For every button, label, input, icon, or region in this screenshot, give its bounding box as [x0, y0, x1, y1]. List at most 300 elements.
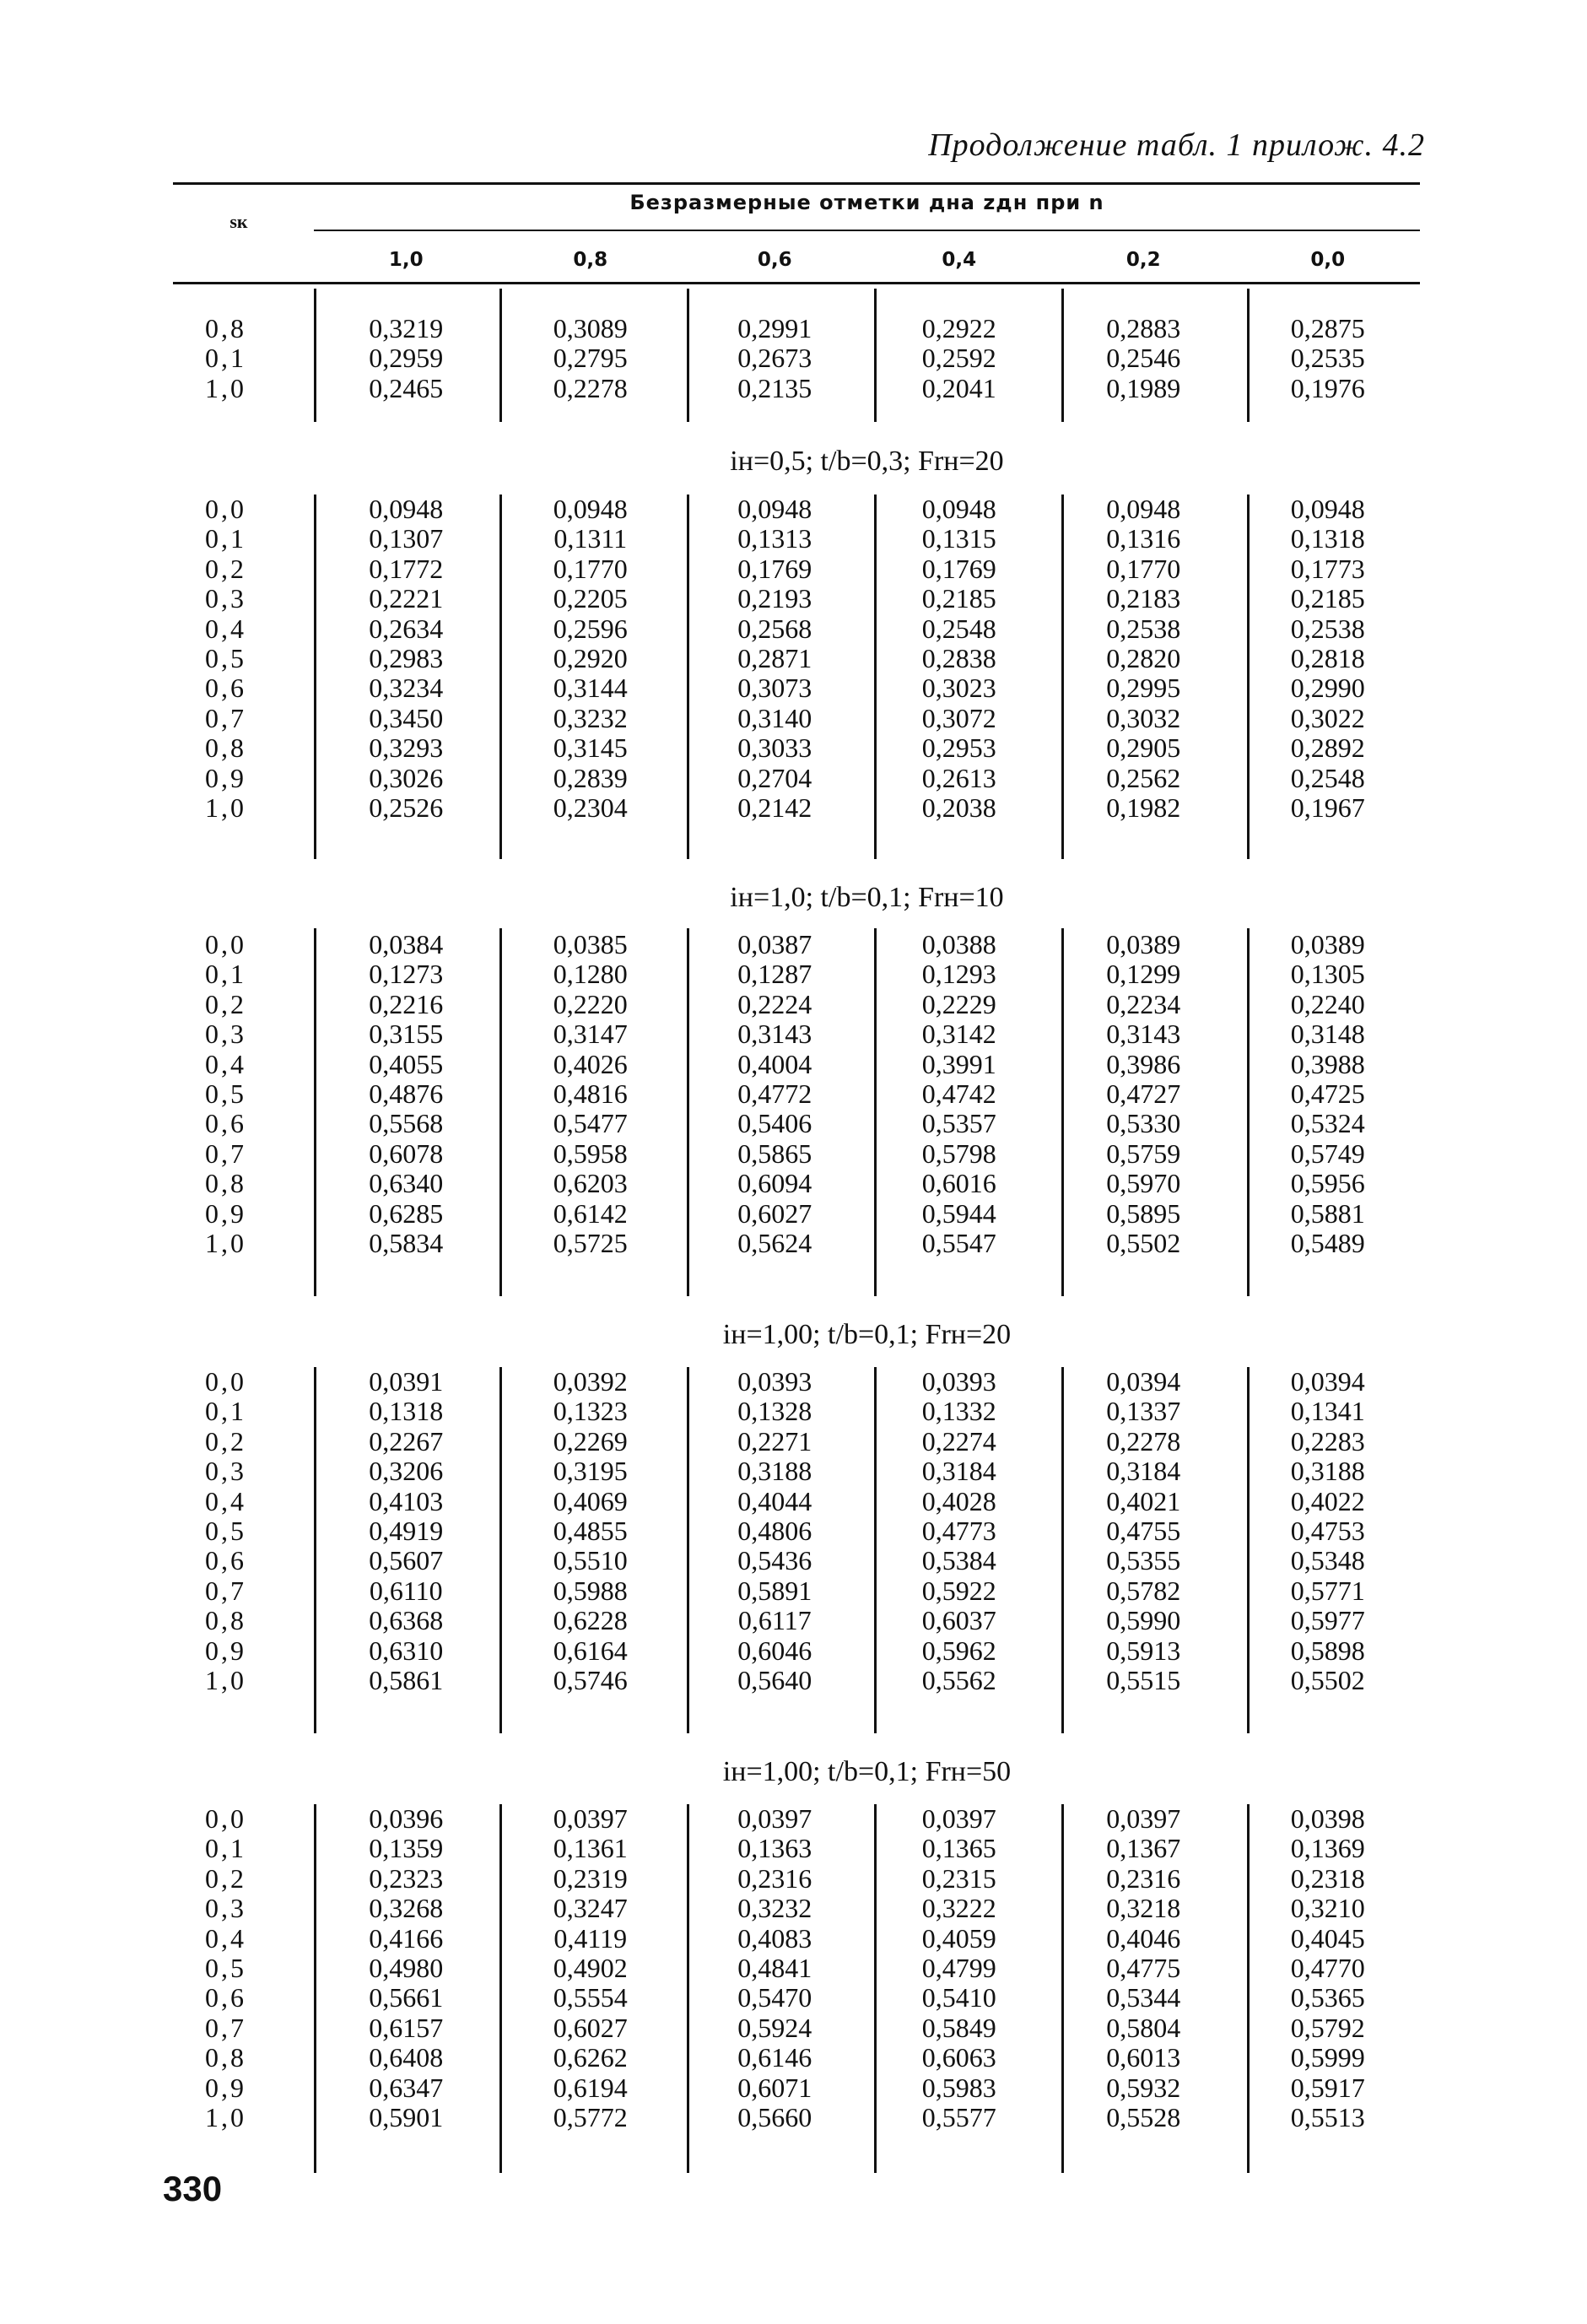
table-cell: 0,2229 — [921, 988, 996, 1019]
sk-value: 0,2 — [205, 1425, 246, 1457]
sk-value: 0,2 — [205, 1862, 246, 1894]
table-cell: 0,0388 — [921, 929, 996, 959]
table-cell: 0,2871 — [737, 642, 812, 673]
table-row — [173, 1169, 1420, 1198]
table-cell: 0,4753 — [1290, 1515, 1365, 1546]
table-cell: 0,2216 — [369, 988, 444, 1019]
table-cell: 0,2267 — [369, 1425, 444, 1457]
table-cell: 0,4919 — [369, 1515, 444, 1546]
table-cell: 0,2183 — [1106, 583, 1181, 614]
table-cell: 0,1305 — [1290, 959, 1365, 990]
table-cell: 0,2548 — [921, 613, 996, 644]
table-cell: 0,5913 — [1106, 1635, 1181, 1666]
table-cell: 0,1328 — [737, 1396, 812, 1427]
table-section — [173, 1367, 1420, 1695]
sk-value: 0,5 — [205, 1078, 246, 1109]
table-cell: 0,2142 — [737, 792, 812, 823]
table-row — [173, 2043, 1420, 2073]
table-cell: 0,5901 — [369, 2101, 444, 2132]
table-cell: 0,2562 — [1106, 762, 1181, 793]
table-cell: 0,5895 — [1106, 1197, 1181, 1229]
table-cell: 0,5577 — [921, 2101, 996, 2132]
table-cell: 0,5562 — [921, 1664, 996, 1695]
table-cell: 0,1337 — [1106, 1396, 1181, 1427]
table-cell: 0,3023 — [921, 673, 996, 704]
table-cell: 0,3140 — [737, 702, 812, 733]
table-cell: 0,5988 — [553, 1575, 628, 1606]
table-row — [173, 959, 1420, 989]
table-cell: 0,2995 — [1106, 673, 1181, 704]
table-cell: 0,4022 — [1290, 1485, 1365, 1516]
table-cell: 0,3073 — [737, 673, 812, 704]
table-row — [173, 1864, 1420, 1894]
table-row — [173, 1229, 1420, 1258]
table-cell: 0,5330 — [1106, 1108, 1181, 1139]
table-cell: 0,4742 — [921, 1078, 996, 1109]
table-cell: 0,4799 — [921, 1952, 996, 1983]
column-header: 0,0 — [1310, 249, 1346, 271]
table-cell: 0,4021 — [1106, 1485, 1181, 1516]
table-cell: 0,2883 — [1106, 313, 1181, 343]
sk-value: 0,4 — [205, 1922, 246, 1954]
sk-value: 0,3 — [205, 1456, 246, 1487]
table-cell: 0,3232 — [737, 1893, 812, 1924]
table-cell: 0,3234 — [369, 673, 444, 704]
table-cell: 0,5547 — [921, 1227, 996, 1258]
table-cell: 0,3268 — [369, 1893, 444, 1924]
table-cell: 0,1307 — [369, 523, 444, 554]
table-cell: 0,5958 — [553, 1138, 628, 1169]
table-cell: 0,1315 — [921, 523, 996, 554]
table-cell: 0,1367 — [1106, 1833, 1181, 1864]
table-cell: 0,5607 — [369, 1545, 444, 1576]
table-cell: 0,1280 — [553, 959, 628, 990]
table-cell: 0,5384 — [921, 1545, 996, 1576]
table-row — [173, 1546, 1420, 1575]
table-cell: 0,2271 — [737, 1425, 812, 1457]
table-cell: 0,5944 — [921, 1197, 996, 1229]
table-cell: 0,4055 — [369, 1048, 444, 1079]
table-cell: 0,2526 — [369, 792, 444, 823]
table-row — [173, 584, 1420, 613]
sk-value: 0,9 — [205, 1635, 246, 1666]
table-row — [173, 1834, 1420, 1863]
table-cell: 0,3219 — [369, 313, 444, 343]
table-cell: 0,2820 — [1106, 642, 1181, 673]
table-cell: 0,3155 — [369, 1019, 444, 1050]
table-cell: 0,5798 — [921, 1138, 996, 1169]
table-cell: 0,5660 — [737, 2101, 812, 2132]
table-cell: 0,3232 — [553, 702, 628, 733]
table-cell: 0,0397 — [1106, 1803, 1181, 1834]
table-cell: 0,1769 — [921, 553, 996, 584]
sk-value: 0,9 — [205, 762, 246, 793]
table-cell: 0,0948 — [737, 494, 812, 524]
table-cell: 0,2316 — [1106, 1862, 1181, 1894]
table-row — [173, 1019, 1420, 1049]
table-cell: 0,0389 — [1106, 929, 1181, 959]
sk-value: 0,7 — [205, 702, 246, 733]
table-cell: 0,4855 — [553, 1515, 628, 1546]
table-cell: 0,5977 — [1290, 1605, 1365, 1636]
sk-value: 0,1 — [205, 1833, 246, 1864]
table-cell: 0,2838 — [921, 642, 996, 673]
table-cell: 0,3148 — [1290, 1019, 1365, 1050]
table-row — [173, 1199, 1420, 1229]
table-cell: 0,4083 — [737, 1922, 812, 1954]
table-cell: 0,2922 — [921, 313, 996, 343]
table-cell: 0,2818 — [1290, 642, 1365, 673]
table-cell: 0,5661 — [369, 1982, 444, 2013]
table-cell: 0,1769 — [737, 553, 812, 584]
column-header: 0,2 — [1125, 249, 1161, 271]
sk-value: 0,2 — [205, 553, 246, 584]
table-row — [173, 793, 1420, 823]
table-row — [173, 930, 1420, 959]
table-row — [173, 1516, 1420, 1546]
table-cell: 0,0387 — [737, 929, 812, 959]
table-cell: 0,2135 — [737, 372, 812, 403]
table-cell: 0,1341 — [1290, 1396, 1365, 1427]
table-row — [173, 614, 1420, 644]
table-cell: 0,0385 — [553, 929, 628, 959]
table-cell: 0,2673 — [737, 343, 812, 374]
table-cell: 0,1772 — [369, 553, 444, 584]
table-cell: 0,6071 — [737, 2072, 812, 2103]
table-cell: 0,3450 — [369, 702, 444, 733]
table-cell: 0,0394 — [1290, 1366, 1365, 1397]
table-cell: 0,5970 — [1106, 1168, 1181, 1199]
table-cell: 0,2185 — [921, 583, 996, 614]
table-cell: 0,2274 — [921, 1425, 996, 1457]
sk-value: 0,4 — [205, 1485, 246, 1516]
table-cell: 0,2278 — [553, 372, 628, 403]
table-cell: 0,6340 — [369, 1168, 444, 1199]
table-cell: 0,1359 — [369, 1833, 444, 1864]
table-row — [173, 1924, 1420, 1954]
table-cell: 0,2318 — [1290, 1862, 1365, 1894]
table-cell: 0,0393 — [737, 1366, 812, 1397]
table-cell: 0,2041 — [921, 372, 996, 403]
table-cell: 0,2234 — [1106, 988, 1181, 1019]
table-cell: 0,4841 — [737, 1952, 812, 1983]
sk-value: 0,3 — [205, 1893, 246, 1924]
table-cell: 0,3293 — [369, 732, 444, 764]
table-cell: 0,1770 — [553, 553, 628, 584]
table-cell: 0,5528 — [1106, 2101, 1181, 2132]
table-cell: 0,1363 — [737, 1833, 812, 1864]
table-cell: 0,1318 — [1290, 523, 1365, 554]
table-cell: 0,6013 — [1106, 2042, 1181, 2073]
table-cell: 0,5725 — [553, 1227, 628, 1258]
table-row — [173, 1427, 1420, 1457]
table-cell: 0,5554 — [553, 1982, 628, 2013]
sk-value: 0,7 — [205, 2012, 246, 2043]
section-parameters-title: iн=1,00; t/b=0,1; Frн=20 — [722, 1319, 1012, 1350]
table-cell: 0,3991 — [921, 1048, 996, 1079]
table-row — [173, 990, 1420, 1019]
column-header: 0,8 — [573, 249, 608, 271]
table-cell: 0,1323 — [553, 1396, 628, 1427]
table-cell: 0,2959 — [369, 343, 444, 374]
table-cell: 0,5782 — [1106, 1575, 1181, 1606]
table-cell: 0,4980 — [369, 1952, 444, 1983]
table-cell: 0,4119 — [553, 1922, 628, 1954]
table-continuation-caption: Продолжение табл. 1 прилож. 4.2 — [928, 127, 1425, 163]
table-cell: 0,2704 — [737, 762, 812, 793]
table-cell: 0,2304 — [553, 792, 628, 823]
table-cell: 0,2892 — [1290, 732, 1365, 764]
table-cell: 0,1318 — [369, 1396, 444, 1427]
sk-column-header: sк — [229, 211, 248, 232]
table-cell: 0,4775 — [1106, 1952, 1181, 1983]
table-cell: 0,2953 — [921, 732, 996, 764]
header-separator-rule — [314, 230, 1420, 231]
table-cell: 0,4725 — [1290, 1078, 1365, 1109]
sk-value: 0,1 — [205, 523, 246, 554]
table-cell: 0,3206 — [369, 1456, 444, 1487]
header-bottom-rule — [173, 282, 1420, 284]
table-cell: 0,4772 — [737, 1078, 812, 1109]
sk-value: 0,1 — [205, 343, 246, 374]
table-cell: 0,4069 — [553, 1485, 628, 1516]
table-cell: 0,3022 — [1290, 702, 1365, 733]
table-cell: 0,5924 — [737, 2012, 812, 2043]
table-cell: 0,5510 — [553, 1545, 628, 1576]
table-cell: 0,5956 — [1290, 1168, 1365, 1199]
table-cell: 0,5477 — [553, 1108, 628, 1139]
table-cell: 0,0397 — [737, 1803, 812, 1834]
sk-value: 0,8 — [205, 732, 246, 764]
table-cell: 0,2185 — [1290, 583, 1365, 614]
sk-value: 0,5 — [205, 1952, 246, 1983]
table-cell: 0,6027 — [553, 2012, 628, 2043]
table-cell: 0,0948 — [921, 494, 996, 524]
table-cell: 0,5865 — [737, 1138, 812, 1169]
table-row — [173, 1050, 1420, 1079]
table-cell: 0,0948 — [369, 494, 444, 524]
table-cell: 0,2548 — [1290, 762, 1365, 793]
section-parameters-title: iн=1,0; t/b=0,1; Frн=10 — [730, 882, 1004, 913]
sk-value: 0,7 — [205, 1138, 246, 1169]
sk-value: 0,9 — [205, 1197, 246, 1229]
table-cell: 0,2315 — [921, 1862, 996, 1894]
sk-value: 0,4 — [205, 613, 246, 644]
table-cell: 0,3143 — [1106, 1019, 1181, 1050]
table-cell: 0,2538 — [1290, 613, 1365, 644]
sk-value: 0,5 — [205, 1515, 246, 1546]
table-cell: 0,5502 — [1106, 1227, 1181, 1258]
sk-value: 0,6 — [205, 1545, 246, 1576]
table-row — [173, 2103, 1420, 2132]
table-cell: 0,0393 — [921, 1366, 996, 1397]
table-cell: 0,2205 — [553, 583, 628, 614]
table-cell: 0,5344 — [1106, 1982, 1181, 2013]
table-cell: 0,2538 — [1106, 613, 1181, 644]
sk-value: 1,0 — [205, 2101, 246, 2132]
table-cell: 0,5410 — [921, 1982, 996, 2013]
table-cell: 0,0397 — [553, 1803, 628, 1834]
table-row — [173, 1804, 1420, 1834]
table-section — [173, 1804, 1420, 2132]
sk-value: 0,1 — [205, 959, 246, 990]
sk-value: 0,8 — [205, 2042, 246, 2073]
table-cell: 0,6063 — [921, 2042, 996, 2073]
table-cell: 0,2568 — [737, 613, 812, 644]
table-cell: 0,5749 — [1290, 1138, 1365, 1169]
table-cell: 0,2592 — [921, 343, 996, 374]
table-row — [173, 2073, 1420, 2103]
table-cell: 0,0948 — [1106, 494, 1181, 524]
table-cell: 0,0948 — [1290, 494, 1365, 524]
table-cell: 0,0398 — [1290, 1803, 1365, 1834]
table-cell: 0,6408 — [369, 2042, 444, 2073]
table-cell: 0,1967 — [1290, 792, 1365, 823]
sk-value: 0,0 — [205, 1366, 246, 1397]
table-cell: 0,6046 — [737, 1635, 812, 1666]
table-cell: 0,2596 — [553, 613, 628, 644]
table-cell: 0,5983 — [921, 2072, 996, 2103]
table-row — [173, 1457, 1420, 1486]
table-cell: 0,2220 — [553, 988, 628, 1019]
table-cell: 0,5357 — [921, 1108, 996, 1139]
table-cell: 0,5502 — [1290, 1664, 1365, 1695]
table-cell: 0,5999 — [1290, 2042, 1365, 2073]
sk-value: 0,8 — [205, 313, 246, 343]
table-cell: 0,4806 — [737, 1515, 812, 1546]
table-cell: 0,2795 — [553, 343, 628, 374]
table-cell: 0,6285 — [369, 1197, 444, 1229]
table-cell: 0,4876 — [369, 1078, 444, 1109]
page-number: 330 — [163, 2169, 223, 2208]
sk-value: 0,1 — [205, 1396, 246, 1427]
table-cell: 0,3210 — [1290, 1893, 1365, 1924]
table-cell: 0,1313 — [737, 523, 812, 554]
table-cell: 0,3145 — [553, 732, 628, 764]
table-cell: 0,0392 — [553, 1366, 628, 1397]
sk-value: 0,0 — [205, 929, 246, 959]
table-cell: 0,0389 — [1290, 929, 1365, 959]
table-cell: 0,4727 — [1106, 1078, 1181, 1109]
sk-value: 0,8 — [205, 1605, 246, 1636]
table-cell: 0,6157 — [369, 2012, 444, 2043]
table-cell: 0,1976 — [1290, 372, 1365, 403]
table-cell: 0,2920 — [553, 642, 628, 673]
table-cell: 0,5324 — [1290, 1108, 1365, 1139]
table-cell: 0,1773 — [1290, 553, 1365, 584]
table-cell: 0,3222 — [921, 1893, 996, 1924]
table-cell: 0,2875 — [1290, 313, 1365, 343]
table-cell: 0,2269 — [553, 1425, 628, 1457]
table-cell: 0,0394 — [1106, 1366, 1181, 1397]
table-cell: 0,2983 — [369, 642, 444, 673]
table-cell: 0,1293 — [921, 959, 996, 990]
table-cell: 0,6078 — [369, 1138, 444, 1169]
table-cell: 0,3195 — [553, 1456, 628, 1487]
table-cell: 0,6110 — [369, 1575, 443, 1606]
sk-value: 0,6 — [205, 673, 246, 704]
table-cell: 0,4059 — [921, 1922, 996, 1954]
table-cell: 0,6146 — [737, 2042, 812, 2073]
table-cell: 0,3188 — [1290, 1456, 1365, 1487]
sk-value: 0,5 — [205, 642, 246, 673]
table-cell: 0,5917 — [1290, 2072, 1365, 2103]
table-cell: 0,3147 — [553, 1019, 628, 1050]
table-cell: 0,1311 — [553, 523, 628, 554]
table-cell: 0,2613 — [921, 762, 996, 793]
table-cell: 0,1770 — [1106, 553, 1181, 584]
table-cell: 0,6203 — [553, 1168, 628, 1199]
column-header: 0,4 — [942, 249, 977, 271]
table-cell: 0,6117 — [737, 1605, 812, 1636]
table-cell: 0,3184 — [1106, 1456, 1181, 1487]
table-cell: 0,5513 — [1290, 2101, 1365, 2132]
sk-value: 0,3 — [205, 1019, 246, 1050]
table-row — [173, 1894, 1420, 1923]
table-cell: 0,3032 — [1106, 702, 1181, 733]
table-row — [173, 764, 1420, 793]
table-cell: 0,3089 — [553, 313, 628, 343]
table-cell: 0,5834 — [369, 1227, 444, 1258]
table-row — [173, 1606, 1420, 1635]
table-cell: 0,1365 — [921, 1833, 996, 1864]
table-cell: 0,4755 — [1106, 1515, 1181, 1546]
table-cell: 0,6228 — [553, 1605, 628, 1636]
table-cell: 0,4026 — [553, 1048, 628, 1079]
table-cell: 0,5898 — [1290, 1635, 1365, 1666]
sk-value: 0,3 — [205, 583, 246, 614]
table-cell: 0,5804 — [1106, 2012, 1181, 2043]
sk-value: 0,7 — [205, 1575, 246, 1606]
sk-value: 1,0 — [205, 1664, 246, 1695]
table-cell: 0,2905 — [1106, 732, 1181, 764]
table-cell: 0,5792 — [1290, 2012, 1365, 2043]
table-cell: 0,6194 — [553, 2072, 628, 2103]
table-cell: 0,5861 — [369, 1664, 444, 1695]
table-cell: 0,2465 — [369, 372, 444, 403]
table-cell: 0,3143 — [737, 1019, 812, 1050]
table-cell: 0,0948 — [553, 494, 628, 524]
table-cell: 0,5922 — [921, 1575, 996, 1606]
table-cell: 0,2535 — [1290, 343, 1365, 374]
table-section — [173, 495, 1420, 823]
sk-value: 0,0 — [205, 494, 246, 524]
table-cell: 0,2224 — [737, 988, 812, 1019]
table-cell: 0,3033 — [737, 732, 812, 764]
table-row — [173, 1636, 1420, 1666]
table-cell: 0,2283 — [1290, 1425, 1365, 1457]
table-cell: 0,3988 — [1290, 1048, 1365, 1079]
table-row — [173, 1954, 1420, 1983]
table-section — [173, 314, 1420, 403]
table-row — [173, 1109, 1420, 1138]
sk-value: 1,0 — [205, 792, 246, 823]
table-cell: 0,6027 — [737, 1197, 812, 1229]
table-cell: 0,2839 — [553, 762, 628, 793]
table-cell: 0,5962 — [921, 1635, 996, 1666]
table-row — [173, 1983, 1420, 2013]
table-row — [173, 1139, 1420, 1169]
column-header: 0,6 — [757, 249, 792, 271]
table-cell: 0,5348 — [1290, 1545, 1365, 1576]
table-cell: 0,5759 — [1106, 1138, 1181, 1169]
table-cell: 0,5640 — [737, 1664, 812, 1695]
table-row — [173, 2013, 1420, 2043]
table-cell: 0,1369 — [1290, 1833, 1365, 1864]
table-row — [173, 1397, 1420, 1426]
table-cell: 0,6368 — [369, 1605, 444, 1636]
table-cell: 0,3188 — [737, 1456, 812, 1487]
